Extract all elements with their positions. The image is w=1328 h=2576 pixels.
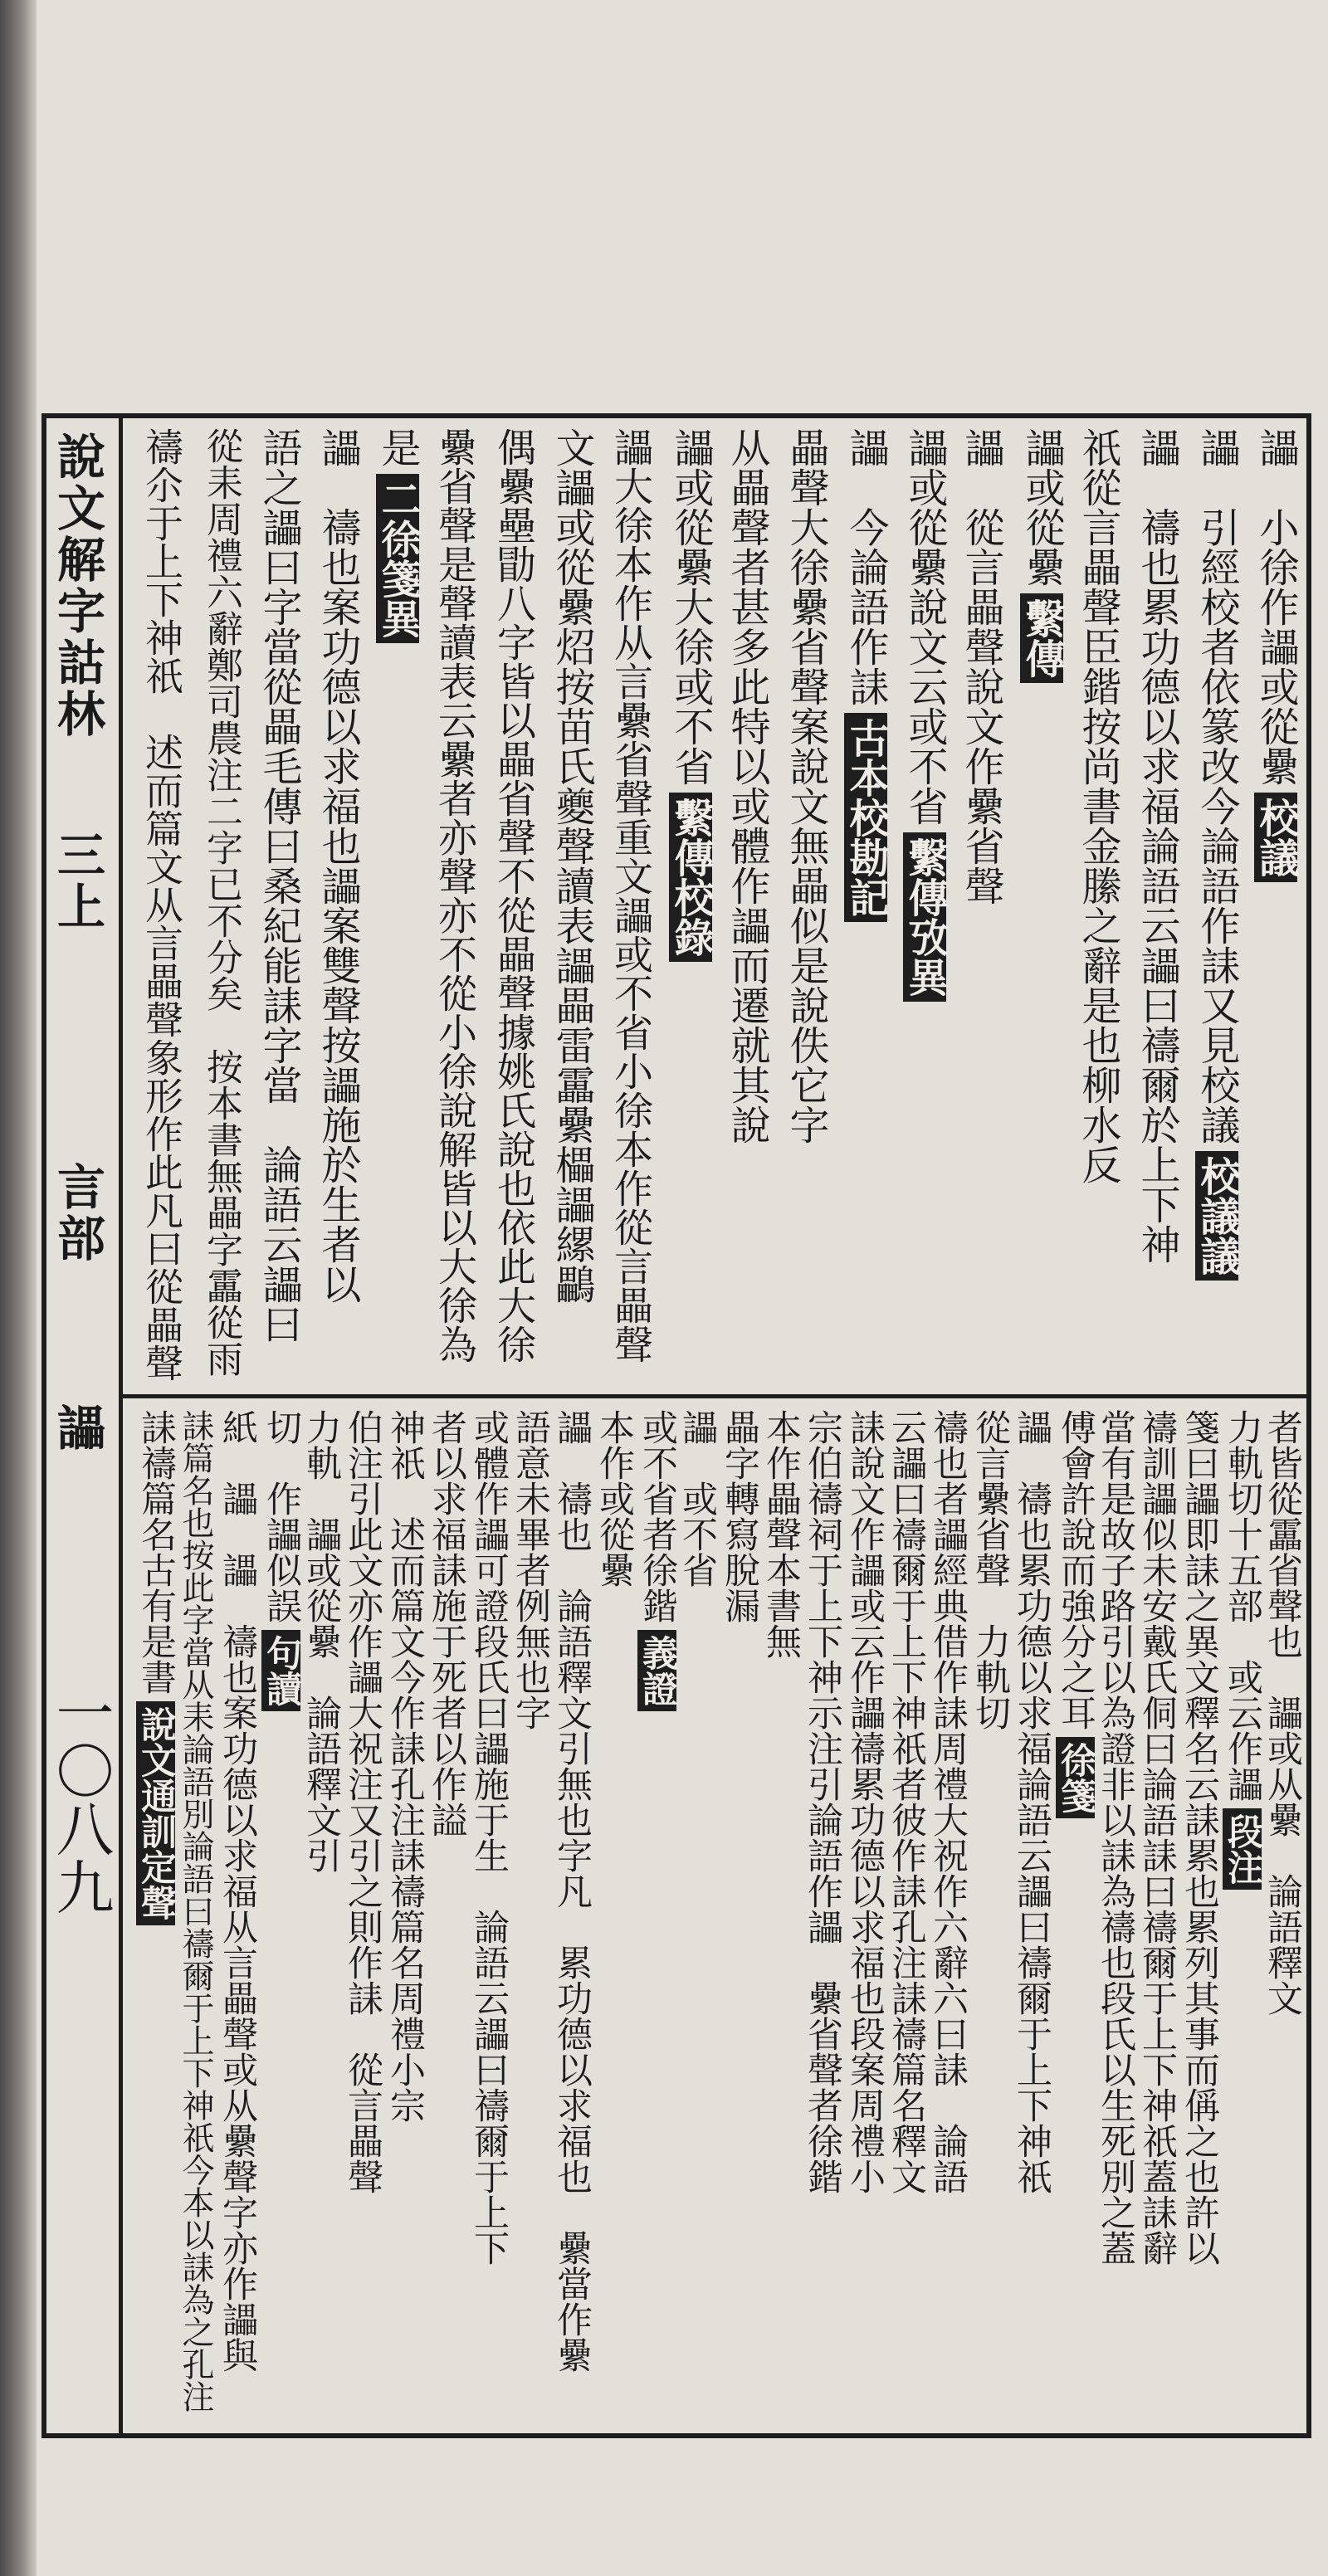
lower-column-text: 者皆從靁省聲也 讄或从纍 論語釋文 [1262, 1409, 1303, 2016]
upper-column-text: 讄 今論語作誄 [842, 427, 889, 706]
upper-column [958, 427, 1004, 905]
lower-column [551, 1409, 593, 2373]
lower-column [1011, 1409, 1052, 2194]
entry-char: 讄 [49, 1403, 105, 1454]
radical-label: 言部 [49, 1162, 105, 1265]
upper-column [315, 427, 361, 1304]
volume-label: 三上 [49, 830, 105, 933]
lower-source-tag: 說文通訓定聲 [136, 1701, 175, 1925]
lower-column-text: 力軌切十五部 或云作讄 [1222, 1409, 1263, 1802]
lower-column-text: 箋曰讄即誄之異文釋名云誄累也累列其事而偁之也許以 [1179, 1409, 1220, 2266]
lower-source-tag: 義證 [637, 1630, 676, 1711]
upper-source-tag: 校議 [1254, 793, 1297, 882]
upper-column [783, 427, 829, 1144]
lower-column-text: 本作畾聲本書無 [760, 1409, 802, 1659]
lower-column [676, 1409, 718, 1588]
upper-column-text: 讄 小徐作讄或從纍 [1252, 427, 1299, 786]
upper-column-text: 讄或從纍 [1018, 427, 1065, 587]
upper-source-tag: 繫傳 [1020, 593, 1063, 683]
lower-source-tag: 徐箋 [1056, 1737, 1095, 1818]
upper-column-text: 从畾聲者甚多此特以或體作讄而遷就其說 [724, 427, 770, 1144]
lower-column-text: 紙 讄 讄 禱也案功德以求福从言畾聲或从纍聲字亦作讄與 [217, 1409, 258, 2373]
upper-column-text: 讄大徐本作从言纍省聲重文讄或不省小徐本作從言畾聲 [608, 427, 653, 1364]
upper-column [491, 427, 536, 1364]
upper-column-text: 讄或從纍說文云或不省 [901, 427, 948, 826]
lower-column [719, 1409, 760, 1623]
lower-column-text: 讄 禱也 論語釋文引無也字凡 累功德以求福也 纍當作纍 [551, 1409, 593, 2373]
upper-column [1075, 427, 1121, 1184]
upper-column [256, 427, 302, 1344]
upper-column-text: 偶纍壘勖八字皆以畾省聲不從畾聲據姚氏說也依此大徐 [491, 427, 536, 1364]
lower-column [969, 1409, 1011, 1730]
lower-column [927, 1409, 969, 2194]
lower-column-text: 傅會許說而強分之耳 [1055, 1409, 1096, 1730]
upper-column [1254, 427, 1297, 882]
lower-column-text: 誄說文作讄或云作讄禱累功德以求福也段案周禮小 [844, 1409, 886, 2194]
lower-column [136, 1409, 175, 1925]
lower-column [593, 1409, 635, 1588]
lower-column [300, 1409, 342, 1873]
upper-column-text: 讄 禱也案功德以求福也讄案雙聲按讄施於生者以 [315, 427, 361, 1304]
lower-column-text: 云讄曰禱爾于上下神祇者彼作誄孔注誄禱篇名釋文 [886, 1409, 927, 2194]
lower-column-text: 從言纍省聲 力軌切 [969, 1409, 1011, 1730]
upper-column-text: 禱尒于上下神祇 述而篇文从言畾聲象形作此凡曰從畾聲 [139, 427, 184, 1382]
upper-column [200, 427, 242, 1377]
lower-column [1179, 1409, 1220, 2266]
upper-column-text: 讄 禱也累功德以求福論語云讄曰禱爾於上下神 [1134, 427, 1180, 1264]
upper-column [1134, 427, 1180, 1264]
upper-column-text: 讄或從纍大徐或不省 [667, 427, 714, 786]
lower-column [261, 1409, 300, 1711]
upper-column [669, 427, 712, 962]
upper-source-tag: 繫傳校錄 [669, 793, 712, 962]
lower-column-text: 讄 禱也累功德以求福論語云讄曰禱爾于上下神祇 [1011, 1409, 1052, 2194]
lower-column-text: 語意未畢者例無也字 [510, 1409, 551, 1730]
upper-source-tag: 繫傳攷異 [903, 832, 946, 1002]
lower-column-text: 本作或從纍 [593, 1409, 635, 1588]
upper-column-text: 畾聲大徐纍省聲案說文無畾似是說佚它字 [783, 427, 829, 1144]
upper-column [844, 427, 887, 922]
upper-column-text: 讄 引經校者依篆改今論語作誄又見校議 [1194, 427, 1240, 1144]
upper-column-text: 纍省聲是聲讀表云纍者亦聲亦不從小徐說解皆以大徐為 [432, 427, 477, 1364]
lower-column [1262, 1409, 1303, 2016]
upper-column [1195, 427, 1238, 1281]
lower-column-text: 或體作讄可證段氏曰讄施于生 論語云讄曰禱爾于上下 [468, 1409, 510, 2266]
upper-column-text: 讄 從言畾聲說文作纍省聲 [958, 427, 1004, 905]
lower-column-text: 禱訓讄似未安戴氏侗曰論語誄曰禱爾于上下神祇蓋誄辭 [1136, 1409, 1178, 2266]
lower-column [179, 1409, 212, 2413]
lower-column [637, 1409, 676, 1711]
lower-column-text: 畾字轉寫脫漏 [719, 1409, 760, 1623]
lower-column-text: 當有是故子路引以為證非以誄為禱也段氏以生死別之蓋 [1095, 1409, 1136, 2266]
lower-column [1136, 1409, 1178, 2266]
lower-column-text: 誄禱篇名古有是書 [135, 1409, 177, 1695]
lower-column-text: 切 作讄似誤 [261, 1409, 302, 1623]
lower-column [844, 1409, 886, 2194]
lower-column-text: 伯注引此文亦作讄大祝注又引之則作誄 從言畾聲 [342, 1409, 383, 2194]
lower-column [510, 1409, 551, 1730]
lower-column-text: 誄篇名也按此字當从耒論語別論語曰禱爾于上下神祇今本以誄為之孔注 [177, 1409, 214, 2413]
lower-column [217, 1409, 258, 2373]
lower-column-text: 者以求福誄施于死者以作謚 [426, 1409, 467, 1837]
lower-column-text: 神祇 述而篇文今作誄孔注誄禱篇名周禮小宗 [384, 1409, 426, 2123]
lower-source-tag: 段注 [1223, 1808, 1262, 1890]
upper-column [724, 427, 770, 1144]
lower-column [802, 1409, 843, 2194]
upper-column [139, 427, 184, 1382]
lower-column-text: 讄 或不省 [676, 1409, 718, 1588]
lower-column [1095, 1409, 1136, 2266]
page-number: 一〇八九 [46, 1683, 115, 1915]
upper-source-tag: 古本校勘記 [844, 713, 887, 922]
lower-column-text: 宗伯禱祠于上下神示注引論語作讄 纍省聲者徐鍇 [802, 1409, 843, 2194]
upper-column-text: 語之讄曰字當從畾毛傳曰桑紀能誄字當 論語云讄曰 [256, 427, 302, 1344]
upper-column [608, 427, 653, 1364]
lower-column [760, 1409, 802, 1659]
lower-column [342, 1409, 383, 2194]
upper-column-text: 是 [374, 427, 421, 467]
upper-column [376, 427, 419, 643]
lower-column [886, 1409, 927, 2194]
lower-column [426, 1409, 467, 1837]
lower-column-text: 力軌 讄或從纍 論語釋文引 [300, 1409, 342, 1873]
register-divider [123, 1394, 1311, 1398]
upper-column [903, 427, 946, 1002]
lower-column-text: 禱也者讄經典借作誄周禮大祝作六辭六曰誄 論語 [927, 1409, 969, 2194]
upper-column-text: 祇從言畾聲臣鍇按尚書金縢之辭是也柳水反 [1075, 427, 1121, 1184]
upper-source-tag: 校議議 [1195, 1151, 1238, 1281]
book-binding [0, 0, 37, 2576]
lower-source-tag: 句讀 [261, 1630, 300, 1711]
upper-source-tag: 二徐箋異 [376, 474, 419, 643]
lower-column [384, 1409, 426, 2123]
lower-column [1223, 1409, 1262, 1890]
upper-column-text: 從耒周禮六辭鄭司農注二字已不分矣 按本書無畾字靁從雨 [200, 427, 242, 1377]
upper-column [1020, 427, 1063, 683]
book-title: 說文解字詁林 [49, 432, 105, 740]
upper-column-text: 文讄或從纍炤按苗氏夔聲讀表讄畾雷靁纍櫑讄縲鸓 [549, 427, 595, 1304]
upper-column [549, 427, 595, 1304]
upper-column [432, 427, 477, 1364]
lower-column [468, 1409, 510, 2266]
lower-column [1056, 1409, 1095, 1818]
lower-column-text: 或不省者徐鍇 [637, 1409, 678, 1623]
